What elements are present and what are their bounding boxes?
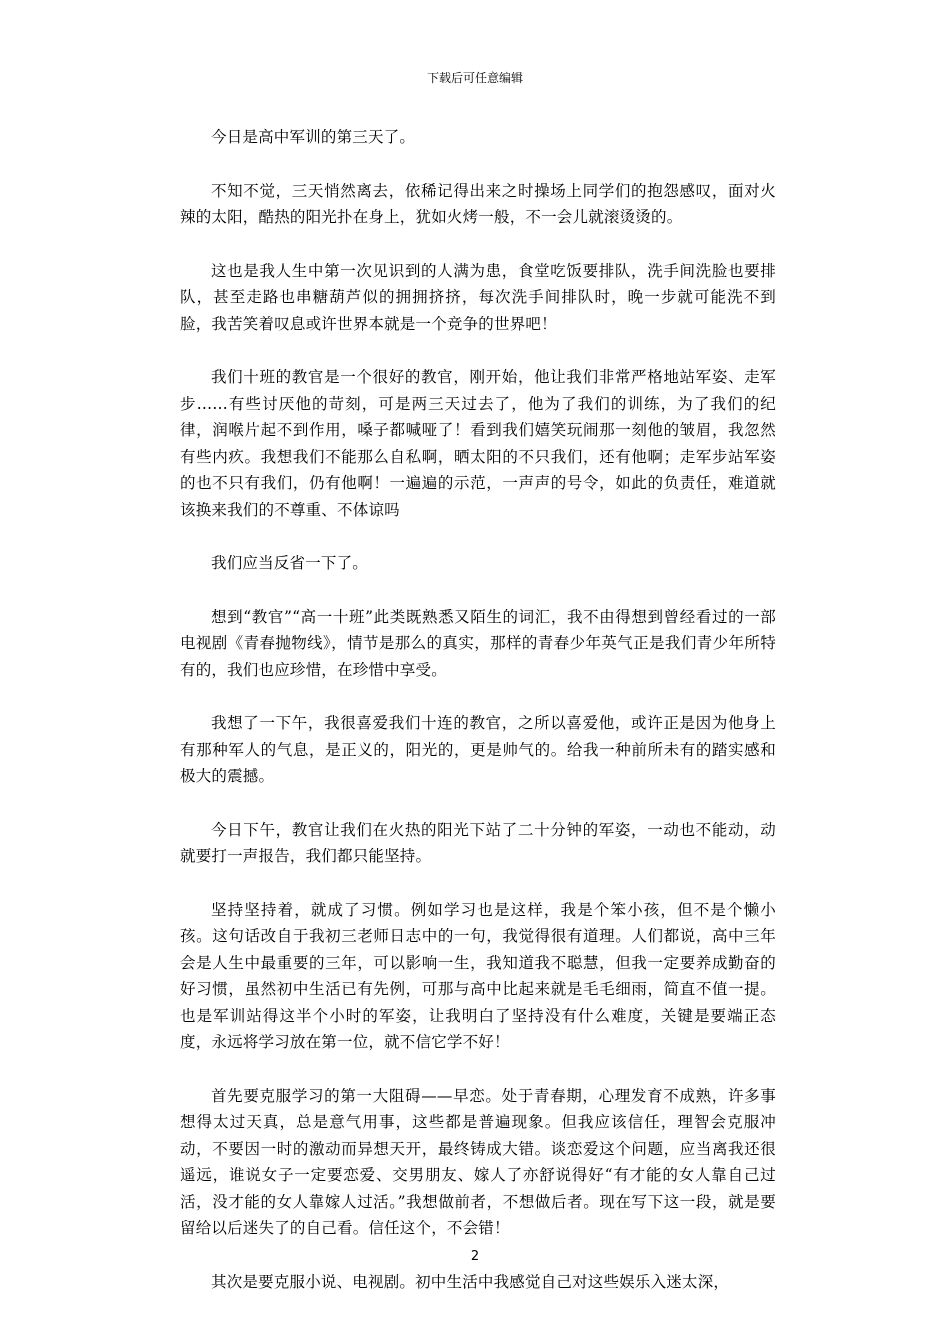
paragraph: 不知不觉，三天悄然离去，依稀记得出来之时操场上同学们的抱怨感叹，面对火辣的太阳，酷热的阳光扑在身上，犹如火烤一般，不一会儿就滚烫烫的。	[180, 181, 776, 226]
paragraph: 今日下午，教官让我们在火热的阳光下站了二十分钟的军姿，一动也不能动，动就要打一声报告，我们都只能坚持。	[180, 820, 776, 865]
document-body	[180, 124, 776, 1322]
page-number: 2	[470, 1249, 480, 1264]
paragraph: 想到“教官”“高一十班”此类既熟悉又陌生的词汇，我不由得想到曾经看过的一部电视剧《青春抛物线》，情节是那么的真实，那样的青春少年英气正是我们青少年所特有的，我们也应珍惜，在珍惜中享受。	[180, 607, 776, 679]
paragraph: 首先要克服学习的第一大阻碍——早恋。处于青春期，心理发育不成熟，许多事想得太过天真，总是意气用事，这些都是普遍现象。但我应该信任，理智会克服冲动，不要因一时的激动而异想天开，最终铸成大错。谈恋爱这个问题，应当离我还很遥远，谁说女子一定要恋爱、交男朋友、嫁人了亦舒说得好“有才能的女人靠自己过活，没才能的女人靠嫁人过活。”我想做前者，不想做后者。现在写下这一段，就是要留给以后迷失了的自己看。信任这个，不会错！	[180, 1086, 776, 1237]
page-header: 下载后可任意编辑	[426, 71, 523, 85]
paragraph: 其次是要克服小说、电视剧。初中生活中我感觉自己对这些娱乐入迷太深，	[211, 1272, 730, 1291]
paragraph: 这也是我人生中第一次见识到的人满为患，食堂吃饭要排队，洗手间洗脸也要排队，甚至走路也串糖葫芦似的拥拥挤挤，每次洗手间排队时，晚一步就可能洗不到脸，我苦笑着叹息或许世界本就是一个竞争的世界吧！	[180, 261, 776, 333]
paragraph: 我们应当反省一下了。	[211, 554, 369, 572]
paragraph: 我们十班的教官是一个很好的教官，刚开始，他让我们非常严格地站军姿、走军步……有些讨厌他的苛刻，可是两三天过去了，他为了我们的训练，为了我们的纪律，润喉片起不到作用，嗓子都喊哑了！看到我们嬉笑玩闹那一刻他的皱眉，我忽然有些内疚。我想我们不能那么自私啊，晒太阳的不只我们，还有他啊；走军步站军姿的也不只有我们，仍有他啊！一遍遍的示范，一声声的号令，如此的负责任，难道就该换来我们的不尊重、不体谅吗	[180, 368, 776, 519]
paragraph: 今日是高中军训的第三天了。	[211, 128, 416, 146]
paragraph: 我想了一下午，我很喜爱我们十连的教官，之所以喜爱他，或许正是因为他身上有那种军人的气息，是正义的，阳光的，更是帅气的。给我一种前所未有的踏实感和极大的震撼。	[180, 714, 776, 785]
paragraph: 坚持坚持着，就成了习惯。例如学习也是这样，我是个笨小孩，但不是个懒小孩。这句话改自于我初三老师日志中的一句，我觉得很有道理。人们都说，高中三年会是人生中最重要的三年，可以影响一生，我知道我不聪慧，但我一定要养成勤奋的好习惯，虽然初中生活已有先例，可那与高中比起来就是毛毛细雨，简直不值一提。也是军训站得这半个小时的军姿，让我明白了坚持没有什么难度，关键是要端正态度，永远将学习放在第一位，就不信它学不好！	[180, 900, 776, 1051]
